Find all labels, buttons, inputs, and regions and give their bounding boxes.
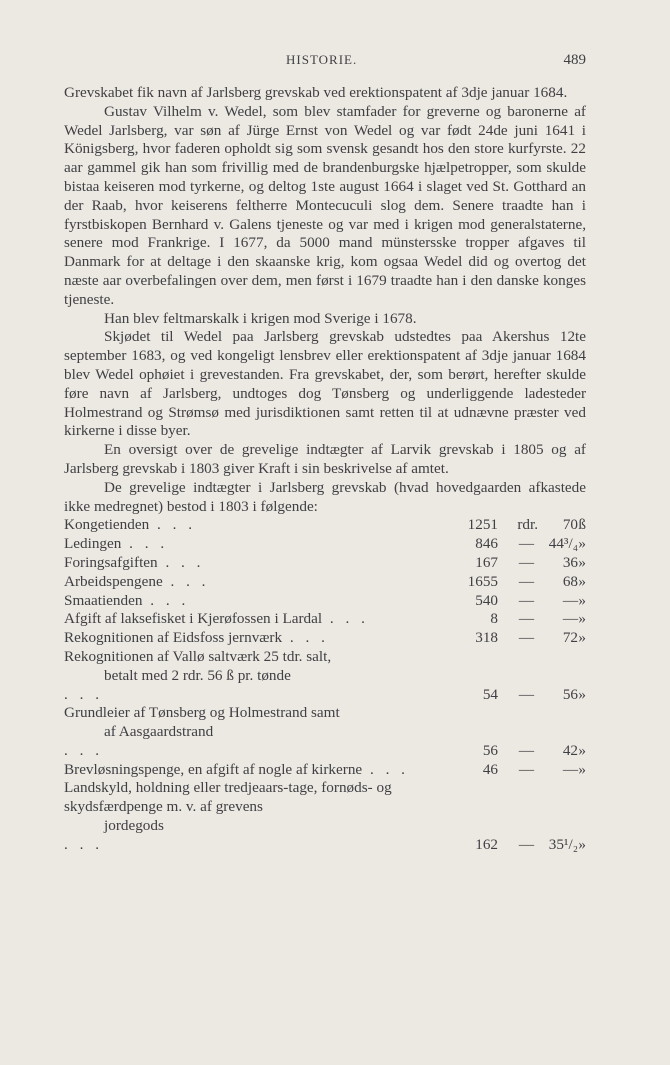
leader-dots: . . . — [64, 741, 103, 759]
paragraph: En oversigt over de grevelige indtægter af Larvik grevskab i 1805 og af Jarlsberg grevskab i 1803 giver Kraft i sin beskrivelse af amtet. — [64, 441, 586, 477]
row-label-text: Foringsafgiften — [64, 553, 158, 571]
skilling-value: 56 — [562, 685, 578, 703]
row-values — [438, 836, 586, 855]
rigsdaler-value: 162 — [475, 835, 498, 853]
row-values — [438, 573, 586, 592]
unit-marker: — — [518, 553, 534, 571]
unit-marker: — — [518, 629, 534, 647]
row-label-continuation: af Aasgaardstrand — [104, 723, 214, 741]
unit-marker: — — [518, 572, 534, 590]
leader-dots: . . . — [157, 553, 205, 571]
row-label-text: Brevløsningspenge, en afgift af nogle af kirkerne — [64, 760, 363, 778]
rigsdaler-value: 540 — [475, 591, 498, 609]
rigsdaler-value: 167 — [475, 553, 498, 571]
table-row — [64, 629, 586, 648]
skilling-value: 42 — [562, 741, 578, 759]
skilling-unit: » — [578, 760, 586, 778]
rigsdaler-value: 1655 — [467, 572, 498, 590]
skilling-value: 72 — [562, 629, 578, 647]
leader-dots: . . . — [282, 629, 329, 647]
rigsdaler-value: 46 — [482, 760, 498, 778]
leader-dots: . . . — [362, 760, 409, 778]
row-values — [438, 610, 586, 629]
table-row — [64, 761, 586, 780]
leader-dots: . . . — [322, 610, 369, 628]
running-header — [64, 52, 586, 72]
unit-marker: — — [518, 741, 534, 759]
skilling-unit: » — [578, 741, 586, 759]
leader-dots: . . . — [142, 591, 190, 609]
table-row — [64, 516, 586, 535]
unit-marker: rdr. — [517, 516, 538, 534]
rigsdaler-value: 8 — [490, 610, 498, 628]
leader-dots: . . . — [64, 685, 103, 703]
unit-marker: — — [518, 760, 534, 778]
paragraph: Skjødet til Wedel paa Jarlsberg grevskab udstedtes paa Akershus 12te september 1683, og ved kongeligt lensbrev eller erektionspatent af 3dje januar 1684 blev Wedel ophøiet i grevestanden. Fra grevskabet, der, som berørt, herefter skulde føre navn af Jarlsberg, undtoges dog Tønsberg og underliggende ladesteder Holmestrand og Strømsø med jurisdiktionen samt retten til at udnævne præster ved kirkerne i disse byer. — [64, 328, 586, 440]
leader-dots: . . . — [162, 572, 210, 590]
table-row — [64, 610, 586, 629]
table-row — [64, 648, 586, 704]
income-table — [64, 516, 586, 854]
row-label-continuation: jordegods — [104, 817, 164, 835]
skilling-value: 68 — [562, 572, 578, 590]
unit-marker: — — [518, 591, 534, 609]
row-label-text: Smaatienden — [64, 591, 143, 609]
paragraph: Gustav Vilhelm v. Wedel, som blev stamfader for greverne og baronerne af Wedel Jarlsberg, var søn af Jürge Ernst von Wedel og var født 24de juni 1641 i Königsberg, hvor faderen opholdt sig som svensk gesandt hos den store kurfyrste. 22 aar gammel gik han som frivillig med de brandenburgske hjælpetropper, som skulde bistaa keiseren mod tyrkerne, og deltog 1ste august 1664 i slaget ved St. Gotthard an der Raab, hvor keiserens feltherre Montecuculi slog dem. Senere traadte han i fyrstbiskopen Bernhard v. Galens tjeneste og var med i krigen mod generalstaterne, senere mod Frankrige. I 1677, da 5000 mand münstersske tropper afgaves til Danmark for at deltage i den skaanske krig, kom ogsaa Wedel did og overtog det næste aar overbefalingen over dem, men først i 1679 traadte han i den danske konges tjeneste. — [64, 102, 586, 308]
skilling-value: — — [562, 591, 578, 609]
row-values — [438, 686, 586, 705]
rigsdaler-value: 318 — [475, 629, 498, 647]
row-label-text: Ledingen — [64, 535, 122, 553]
page-number: 489 — [563, 52, 586, 68]
row-values — [438, 761, 586, 780]
table-row — [64, 573, 586, 592]
row-values — [438, 535, 586, 554]
unit-marker: — — [518, 535, 534, 553]
row-values — [438, 592, 586, 611]
rigsdaler-value: 56 — [482, 741, 498, 759]
table-row — [64, 779, 586, 854]
row-label-text: Grundleier af Tønsberg og Holmestrand samt — [64, 704, 340, 722]
row-values — [438, 742, 586, 761]
table-row — [64, 704, 586, 760]
row-values — [438, 516, 586, 535]
leader-dots: . . . — [64, 835, 103, 853]
rigsdaler-value: 54 — [482, 685, 498, 703]
table-row — [64, 535, 586, 554]
skilling-value: 35¹/₂ — [548, 835, 578, 853]
rigsdaler-value: 846 — [475, 535, 498, 553]
page-body — [64, 84, 586, 855]
row-values — [438, 629, 586, 648]
table-row — [64, 592, 586, 611]
row-label-text: Afgift af laksefisket i Kjerøfossen i Lardal — [64, 610, 323, 628]
skilling-unit: » — [578, 629, 586, 647]
unit-marker: — — [518, 610, 534, 628]
row-label-text: Landskyld, holdning eller tredjeaars-tage, fornøds- og skydsfærdpenge m. v. af grevens — [64, 779, 392, 816]
row-label-text: Arbeidspengene — [64, 572, 163, 590]
row-label-text: Kongetienden — [64, 516, 150, 534]
paragraph: De grevelige indtægter i Jarlsberg grevskab (hvad hovedgaarden afkastede ikke medregnet) bestod i 1803 i følgende: — [64, 478, 586, 515]
skilling-unit: » — [578, 535, 586, 553]
skilling-unit: » — [578, 553, 586, 571]
page-title: HISTORIE. — [286, 52, 358, 67]
skilling-value: 36 — [562, 553, 578, 571]
row-label-text: Rekognitionen af Eidsfoss jernværk — [64, 629, 283, 647]
row-label-continuation: betalt med 2 rdr. 56 ß pr. tønde — [104, 666, 291, 684]
skilling-value: 44³/₄ — [548, 535, 578, 553]
leader-dots: . . . — [121, 535, 169, 553]
skilling-unit: » — [578, 591, 586, 609]
paragraph: Grevskabet fik navn af Jarlsberg grevskab ved erektionspatent af 3dje januar 1684. — [64, 84, 568, 101]
skilling-value: 70 — [562, 516, 578, 534]
skilling-unit: ß — [578, 516, 586, 534]
table-row — [64, 554, 586, 573]
skilling-value: — — [562, 610, 578, 628]
skilling-value: — — [562, 760, 578, 778]
unit-marker: — — [518, 685, 534, 703]
row-label-text: Rekognitionen af Vallø saltværk 25 tdr. salt, — [64, 647, 332, 665]
skilling-unit: » — [578, 685, 586, 703]
leader-dots: . . . — [149, 516, 196, 534]
paragraph: Han blev feltmarskalk i krigen mod Sverige i 1678. — [104, 309, 417, 327]
row-values — [438, 554, 586, 573]
rigsdaler-value: 1251 — [467, 516, 498, 534]
skilling-unit: » — [578, 572, 586, 590]
skilling-unit: » — [578, 835, 586, 853]
skilling-unit: » — [578, 610, 586, 628]
unit-marker: — — [518, 835, 534, 853]
